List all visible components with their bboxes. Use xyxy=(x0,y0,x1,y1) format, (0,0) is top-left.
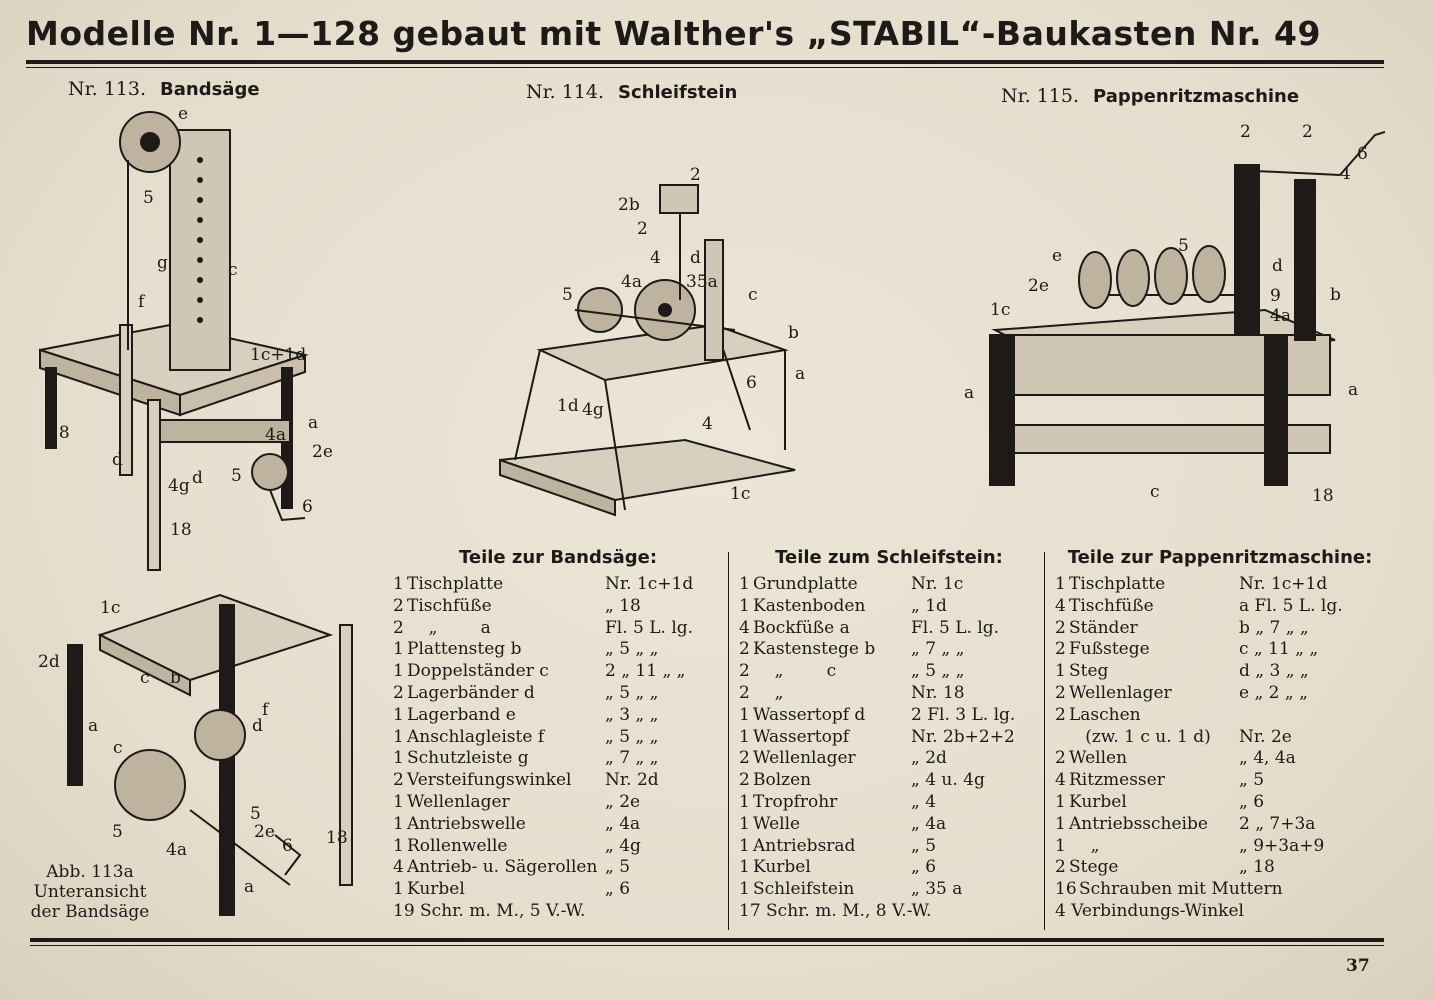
parts-ref: Nr. 2d xyxy=(605,770,659,791)
parts-qty: 1 xyxy=(1055,791,1066,812)
parts-name: Tischplatte xyxy=(407,574,504,594)
parts-ref: „ 7 „ „ xyxy=(605,748,659,769)
parts-name: Steg xyxy=(1069,661,1109,682)
parts-qty: 1 xyxy=(393,835,404,856)
parts-row xyxy=(393,836,723,858)
fig-label: 4a xyxy=(166,840,187,860)
fig-label: 5 xyxy=(250,804,261,824)
parts-qty: 2 xyxy=(739,682,750,703)
parts-name: Lagerband e xyxy=(407,704,516,725)
parts-row xyxy=(393,574,723,596)
parts-ref: „ 5 „ „ xyxy=(605,726,659,747)
parts-ref: „ 7 „ „ xyxy=(911,639,965,660)
fig-label: 2d xyxy=(38,652,60,672)
fig-label: 1c xyxy=(100,598,121,618)
parts-ref: „ 6 xyxy=(605,879,631,900)
parts-name: Tischfüße xyxy=(407,595,492,616)
parts-row xyxy=(1055,792,1385,814)
fig-label: 4a xyxy=(621,272,642,292)
fig-label: 18 xyxy=(1312,486,1334,506)
fig-label: a xyxy=(1348,380,1359,400)
parts-ref: „ 5 „ „ xyxy=(605,639,659,660)
fig-label: 5 xyxy=(562,285,573,305)
fig-label: 4 xyxy=(702,414,713,434)
parts-name: Grundplatte xyxy=(753,574,858,594)
parts-ref: „ 6 xyxy=(1239,791,1265,812)
parts-heading: Teile zur Pappenritzmaschine: xyxy=(1067,547,1373,568)
parts-ref: „ 5 „ „ xyxy=(605,682,659,703)
parts-row xyxy=(739,618,1039,640)
parts-qty: 2 xyxy=(739,770,750,791)
parts-row xyxy=(393,639,723,661)
parts-ref: „ 4 xyxy=(911,791,937,812)
parts-row xyxy=(739,879,1039,901)
parts-name: Bolzen xyxy=(753,770,812,791)
fig-label: 2 xyxy=(637,219,648,239)
model-number: Nr. 115. xyxy=(1001,85,1080,107)
parts-ref: „ 2e xyxy=(605,791,641,812)
parts-qty: 1 xyxy=(739,574,750,594)
fig-label: 6 xyxy=(302,497,313,517)
parts-qty: 2 xyxy=(1055,617,1066,638)
fig-label: 1c+1d xyxy=(250,345,307,365)
parts-row xyxy=(393,727,723,749)
parts-name: Wassertopf xyxy=(753,726,850,747)
bottom-rule xyxy=(30,938,1384,942)
fig-label: 2e xyxy=(312,442,333,462)
parts-name: „ a xyxy=(407,617,491,638)
parts-footer: 17 Schr. m. M., 8 V.-W. xyxy=(739,900,932,921)
parts-qty: 1 xyxy=(739,595,750,616)
parts-ref: „ 9+3a+9 xyxy=(1239,835,1325,856)
parts-qty: 4 xyxy=(1055,595,1066,616)
parts-name: „ c xyxy=(753,661,837,682)
parts-ref: e „ 2 „ „ xyxy=(1239,682,1308,703)
parts-qty: 2 xyxy=(1055,857,1066,878)
parts-row xyxy=(393,661,723,683)
parts-ref: d „ 3 „ „ xyxy=(1239,661,1309,682)
parts-ref: Nr. 18 xyxy=(911,682,965,703)
parts-qty: 4 xyxy=(1055,770,1066,791)
caption-line: Unteransicht xyxy=(33,882,147,902)
parts-ref: „ 5 xyxy=(1239,770,1265,791)
parts-qty: 1 xyxy=(393,791,404,812)
parts-name: Antriebsscheibe xyxy=(1069,813,1208,834)
fig-label: 5 xyxy=(1178,236,1189,256)
fig-label: d xyxy=(252,716,263,736)
fig-label: 5 xyxy=(143,188,154,208)
fig-label: f xyxy=(138,292,145,312)
parts-qty: 2 xyxy=(393,617,404,638)
parts-row xyxy=(393,879,723,901)
parts-row xyxy=(739,683,1039,705)
parts-name: Tischfüße xyxy=(1069,595,1154,616)
parts-name: Wellen xyxy=(1069,748,1128,769)
caption-line: der Bandsäge xyxy=(30,902,150,922)
fig-label: a xyxy=(795,364,806,384)
parts-qty: 1 xyxy=(739,704,750,725)
parts-row xyxy=(1055,618,1385,640)
parts-row xyxy=(1055,639,1385,661)
parts-name: Antrieb- u. Sägerollen xyxy=(407,857,598,878)
parts-name: „ xyxy=(1069,835,1100,856)
parts-qty: 1 xyxy=(1055,835,1066,856)
parts-qty: 1 xyxy=(739,879,750,900)
parts-row xyxy=(393,792,723,814)
fig-label: c xyxy=(748,285,758,305)
fig-label: d xyxy=(690,248,701,268)
parts-ref: c „ 11 „ „ xyxy=(1239,639,1319,660)
parts-ref: „ 1d xyxy=(911,595,947,616)
fig-label: c xyxy=(228,260,238,280)
parts-name: (zw. 1 c u. 1 d) xyxy=(1069,726,1211,747)
fig-label: 1c xyxy=(990,300,1011,320)
parts-row xyxy=(739,574,1039,596)
fig-label: 5 xyxy=(231,466,242,486)
parts-name: Anschlagleiste f xyxy=(407,726,545,747)
parts-ref: 2 Fl. 3 L. lg. xyxy=(911,704,1016,725)
model-number: Nr. 114. xyxy=(526,81,605,103)
parts-row xyxy=(393,683,723,705)
parts-ref: Nr. 1c+1d xyxy=(1239,574,1328,594)
parts-row xyxy=(739,661,1039,683)
parts-ref: „ 4a xyxy=(911,813,947,834)
parts-name: Schrauben mit Muttern xyxy=(1079,879,1283,900)
parts-name: Plattensteg b xyxy=(407,639,522,660)
parts-name: Schutzleiste g xyxy=(407,748,529,769)
parts-row xyxy=(739,836,1039,858)
parts-qty: 1 xyxy=(739,835,750,856)
parts-qty: 1 xyxy=(739,791,750,812)
parts-name: Kastenstege b xyxy=(753,639,876,660)
parts-row xyxy=(1055,879,1385,901)
model-number: Nr. 113. xyxy=(68,78,147,100)
parts-name: Ständer xyxy=(1069,617,1138,638)
parts-qty: 1 xyxy=(1055,574,1066,594)
parts-row xyxy=(1055,661,1385,683)
parts-qty: 2 xyxy=(393,682,404,703)
parts-name: Fußstege xyxy=(1069,639,1150,660)
parts-name: Doppelständer c xyxy=(407,661,549,682)
schleifstein-illustration xyxy=(495,160,835,530)
parts-ref: Nr. 1c+1d xyxy=(605,574,694,594)
fig-label: 18 xyxy=(170,520,192,540)
fig-label: a xyxy=(244,877,255,897)
parts-row xyxy=(393,857,723,879)
parts-qty: 16 xyxy=(1055,879,1077,900)
fig-label: 4 xyxy=(1340,164,1351,184)
parts-row xyxy=(1055,705,1385,727)
parts-qty: 1 xyxy=(1055,661,1066,682)
parts-name: Antriebsrad xyxy=(753,835,856,856)
fig-label: 4 xyxy=(650,248,661,268)
fig-label: 2e xyxy=(1028,276,1049,296)
parts-qty: 2 xyxy=(1055,704,1066,725)
parts-qty: 1 xyxy=(739,813,750,834)
parts-qty: 1 xyxy=(393,879,404,900)
parts-ref: „ 2d xyxy=(911,748,947,769)
fig-label: 18 xyxy=(48,423,70,443)
fig-label: 4a xyxy=(265,425,286,445)
parts-ref: „ 4 u. 4g xyxy=(911,770,985,791)
parts-name: Laschen xyxy=(1069,704,1141,725)
parts-ref: „ 5 „ „ xyxy=(911,661,965,682)
parts-name: Wellenlager xyxy=(407,791,510,812)
parts-qty: 1 xyxy=(393,726,404,747)
fig-label: 4g xyxy=(168,476,190,496)
parts-ref: „ 5 xyxy=(605,857,631,878)
parts-name: Tropfrohr xyxy=(753,791,838,812)
parts-ref: 2 „ 11 „ „ xyxy=(605,661,686,682)
model-heading-115 xyxy=(1001,85,1299,107)
parts-list-schleifstein xyxy=(739,547,1039,923)
fig-label: d xyxy=(112,450,123,470)
parts-name: Kurbel xyxy=(753,857,811,878)
parts-list-pappenritzmaschine xyxy=(1055,547,1385,923)
fig-label: a xyxy=(308,413,319,433)
parts-qty: 2 xyxy=(739,661,750,682)
parts-qty: 2 xyxy=(1055,748,1066,769)
bandsaege-illustration xyxy=(20,100,350,580)
figure-caption-113a xyxy=(20,862,160,922)
parts-qty: 1 xyxy=(739,726,750,747)
caption-line: Abb. 113a xyxy=(46,862,134,882)
parts-ref: „ 4a xyxy=(605,813,641,834)
parts-qty: 4 xyxy=(393,857,404,878)
model-heading-114 xyxy=(526,81,737,103)
fig-label: b xyxy=(788,323,799,343)
parts-qty: 2 xyxy=(739,748,750,769)
parts-qty: 1 xyxy=(393,813,404,834)
fig-label: c xyxy=(1150,482,1160,502)
fig-label: e xyxy=(1052,246,1063,266)
parts-name: Kurbel xyxy=(1069,791,1127,812)
fig-label: 4a xyxy=(1270,306,1291,326)
fig-label: 2e xyxy=(254,822,275,842)
model-name: Pappenritzmaschine xyxy=(1093,86,1300,107)
parts-name: Bockfüße a xyxy=(753,617,850,638)
fig-label: 6 xyxy=(282,836,293,856)
parts-row xyxy=(739,748,1039,770)
fig-label: 4g xyxy=(582,400,604,420)
parts-qty: 1 xyxy=(393,704,404,725)
fig-label: f xyxy=(262,700,269,720)
parts-row xyxy=(739,639,1039,661)
top-rule xyxy=(26,60,1384,64)
fig-label: 18 xyxy=(326,828,348,848)
fig-label: 1c xyxy=(730,484,751,504)
fig-label: 2 xyxy=(1302,122,1313,142)
parts-row xyxy=(1055,770,1385,792)
parts-name: Schleifstein xyxy=(753,879,855,900)
parts-qty: 1 xyxy=(393,639,404,660)
parts-row xyxy=(739,727,1039,749)
parts-name: Ritzmesser xyxy=(1069,770,1165,791)
fig-label: b xyxy=(1330,285,1341,305)
parts-row xyxy=(393,814,723,836)
parts-ref: „ 5 xyxy=(911,835,937,856)
parts-ref: Fl. 5 L. lg. xyxy=(911,617,1000,638)
column-divider xyxy=(1044,552,1045,930)
parts-ref: Nr. 2e xyxy=(1239,726,1292,747)
parts-qty: 2 xyxy=(1055,682,1066,703)
parts-row xyxy=(1055,857,1385,879)
parts-row xyxy=(393,596,723,618)
page-number: 37 xyxy=(1346,956,1370,976)
parts-ref: „ 18 xyxy=(605,595,641,616)
fig-label: c xyxy=(140,668,150,688)
fig-label: 1d xyxy=(557,396,579,416)
parts-row xyxy=(739,770,1039,792)
parts-qty: 1 xyxy=(393,748,404,769)
parts-qty: 1 xyxy=(393,661,404,682)
parts-name: Wassertopf d xyxy=(753,704,866,725)
parts-row xyxy=(1055,748,1385,770)
pappenritzmaschine-illustration xyxy=(965,110,1385,510)
fig-label: a xyxy=(88,716,99,736)
parts-footer: 4 Verbindungs-Winkel xyxy=(1055,900,1244,921)
fig-label: d xyxy=(192,468,203,488)
parts-ref: Nr. 2b+2+2 xyxy=(911,726,1015,747)
parts-row xyxy=(739,792,1039,814)
parts-footer: 19 Schr. m. M., 5 V.-W. xyxy=(393,900,586,921)
page-title: Modelle Nr. 1—128 gebaut mit Walther's „STABIL“-Baukasten Nr. 49 xyxy=(26,14,1321,53)
parts-name: „ xyxy=(753,682,784,703)
parts-row xyxy=(1055,814,1385,836)
parts-row xyxy=(1055,683,1385,705)
parts-ref: „ 3 „ „ xyxy=(605,704,659,725)
parts-ref: Fl. 5 L. lg. xyxy=(605,617,694,638)
parts-name: Kurbel xyxy=(407,879,465,900)
parts-name: Tischplatte xyxy=(1069,574,1166,594)
model-name: Schleifstein xyxy=(618,82,738,103)
parts-qty xyxy=(1055,727,1069,749)
fig-label: 2b xyxy=(618,195,640,215)
parts-name: Stege xyxy=(1069,857,1119,878)
parts-ref: „ 18 xyxy=(1239,857,1275,878)
parts-ref: „ 6 xyxy=(911,857,937,878)
parts-name: Kastenboden xyxy=(753,595,866,616)
bottom-rule-thin xyxy=(30,945,1384,946)
parts-qty: 1 xyxy=(1055,813,1066,834)
parts-name: Wellenlager xyxy=(1069,682,1172,703)
parts-name: Lagerbänder d xyxy=(407,682,535,703)
parts-ref: a Fl. 5 L. lg. xyxy=(1239,595,1343,616)
parts-row xyxy=(393,770,723,792)
parts-ref xyxy=(1339,879,1385,901)
top-rule-thin xyxy=(26,67,1384,68)
fig-label: 2 xyxy=(1240,122,1251,142)
fig-label: d xyxy=(1272,256,1283,276)
fig-label: 35a xyxy=(686,272,718,292)
parts-name: Rollenwelle xyxy=(407,835,508,856)
parts-name: Antriebswelle xyxy=(407,813,526,834)
parts-heading: Teile zum Schleifstein: xyxy=(775,547,1003,568)
parts-qty: 2 xyxy=(1055,639,1066,660)
fig-label: c xyxy=(113,738,123,758)
parts-qty: 2 xyxy=(739,639,750,660)
parts-ref xyxy=(1239,705,1385,727)
parts-name: Welle xyxy=(753,813,801,834)
parts-ref: b „ 7 „ „ xyxy=(1239,617,1309,638)
fig-label: g xyxy=(157,253,168,273)
parts-ref: „ 4, 4a xyxy=(1239,748,1296,769)
parts-row xyxy=(739,814,1039,836)
fig-label: 9 xyxy=(1270,286,1281,306)
parts-row xyxy=(393,618,723,640)
fig-label: 6 xyxy=(746,373,757,393)
parts-row xyxy=(739,596,1039,618)
parts-list-bandsaege xyxy=(393,547,723,923)
fig-label: 5 xyxy=(112,822,123,842)
parts-row xyxy=(1055,596,1385,618)
parts-qty: 2 xyxy=(393,770,404,791)
column-divider xyxy=(728,552,729,930)
parts-row xyxy=(393,748,723,770)
model-name: Bandsäge xyxy=(160,79,260,100)
parts-ref: „ 4g xyxy=(605,835,641,856)
parts-qty: 2 xyxy=(393,595,404,616)
parts-row xyxy=(1055,836,1385,858)
parts-qty: 1 xyxy=(739,857,750,878)
parts-ref: Nr. 1c xyxy=(911,574,964,594)
parts-row xyxy=(739,857,1039,879)
fig-label: 2 xyxy=(690,165,701,185)
parts-name: Versteifungswinkel xyxy=(407,770,572,791)
fig-label: 6 xyxy=(1357,144,1368,164)
fig-label: e xyxy=(178,104,189,124)
parts-qty: 4 xyxy=(739,617,750,638)
parts-row xyxy=(393,705,723,727)
parts-row xyxy=(739,705,1039,727)
model-heading-113 xyxy=(68,78,260,100)
parts-heading: Teile zur Bandsäge: xyxy=(458,547,658,568)
parts-row xyxy=(1055,727,1385,749)
parts-name: Wellenlager xyxy=(753,748,856,769)
fig-label: b xyxy=(170,668,181,688)
parts-qty: 1 xyxy=(393,574,404,594)
parts-ref: „ 35 a xyxy=(911,879,963,900)
parts-ref: 2 „ 7+3a xyxy=(1239,813,1316,834)
parts-row xyxy=(1055,574,1385,596)
fig-label: a xyxy=(964,383,975,403)
